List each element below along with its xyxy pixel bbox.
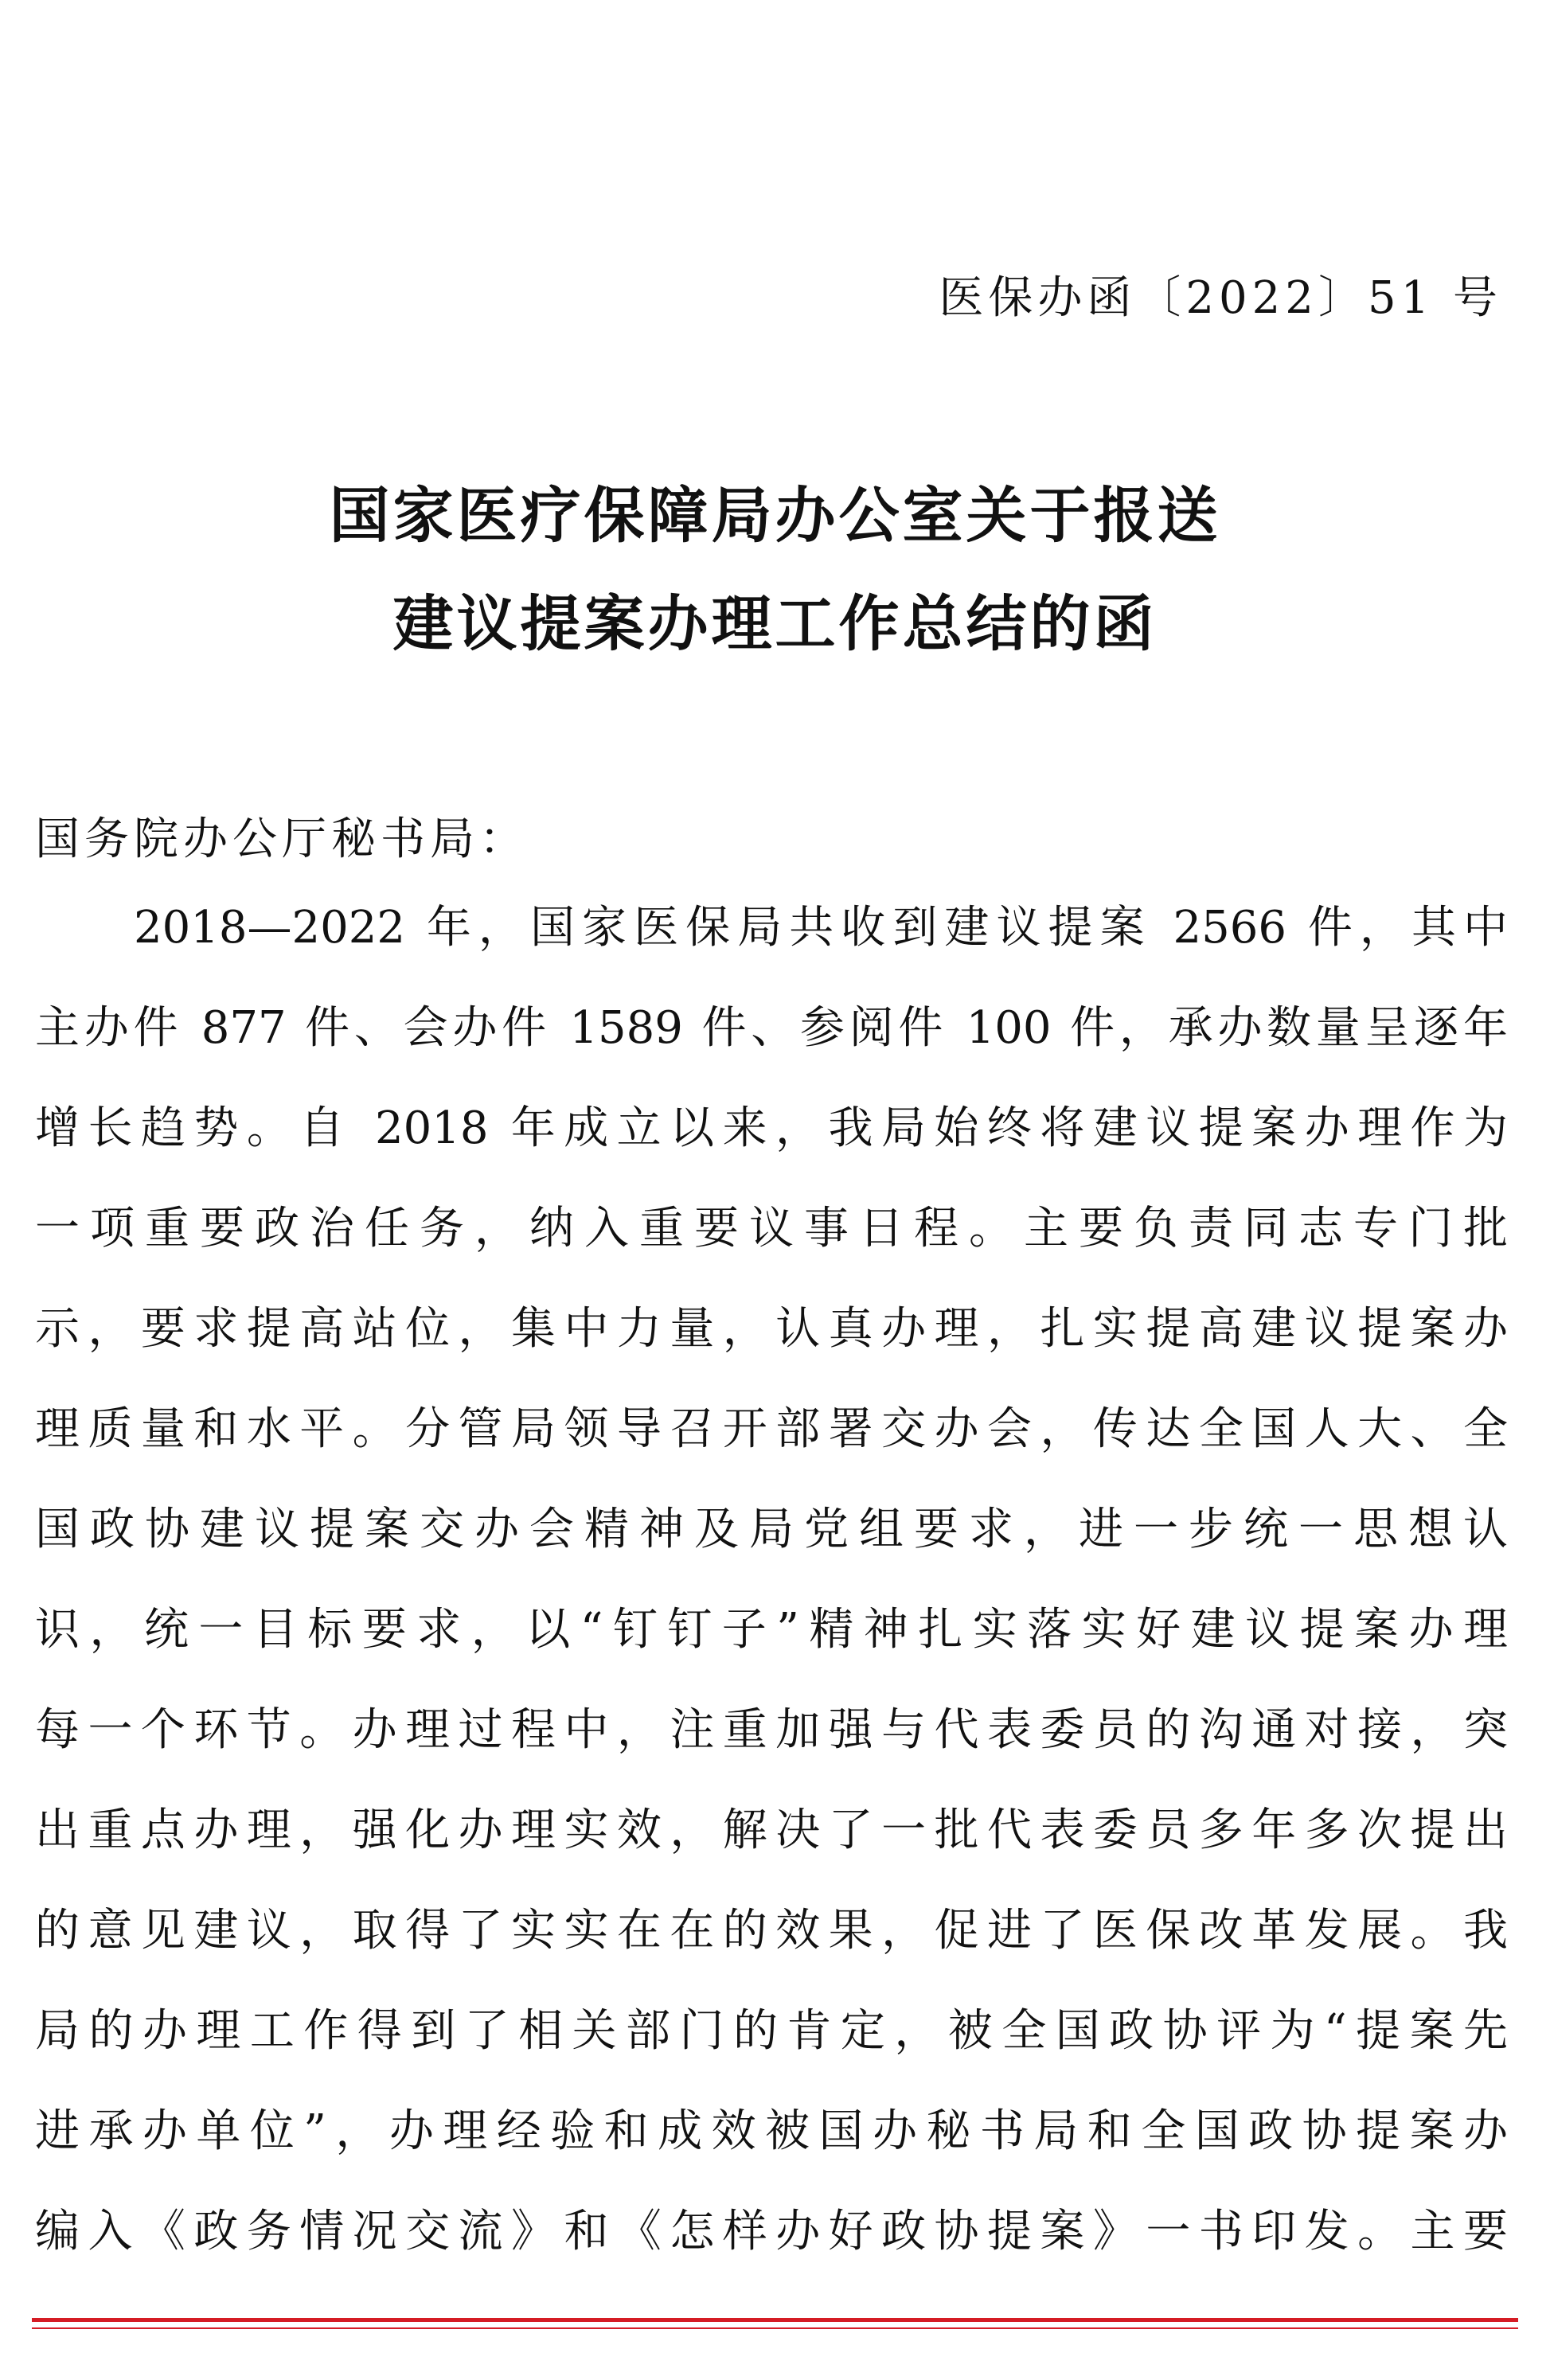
- body-line: 的意见建议，取得了实实在在的效果，促进了医保改革发展。我: [35, 1905, 1508, 1957]
- body-line: 主办件 877 件、会办件 1589 件、参阅件 100 件，承办数量呈逐年: [35, 1002, 1508, 1054]
- body-line: 示，要求提高站位，集中力量，认真办理，扎实提高建议提案办: [35, 1303, 1508, 1355]
- body-paragraph: [35, 894, 1508, 2298]
- body-line: 国政协建议提案交办会精神及局党组要求，进一步统一思想认: [35, 1504, 1508, 1555]
- document-title: [0, 462, 1550, 678]
- body-line: 编入《政务情况交流》和《怎样办好政协提案》一书印发。主要: [35, 2206, 1508, 2257]
- body-line: 2018—2022 年，国家医保局共收到建议提案 2566 件，其中: [134, 902, 1508, 954]
- footer-rule-thin: [32, 2327, 1518, 2329]
- document-number: 医保办函〔2022〕51 号: [939, 272, 1502, 324]
- body-line: 增长趋势。自 2018 年成立以来，我局始终将建议提案办理作为: [35, 1102, 1508, 1154]
- body-line: 理质量和水平。分管局领导召开部署交办会，传达全国人大、全: [35, 1403, 1508, 1455]
- body-line: 每一个环节。办理过程中，注重加强与代表委员的沟通对接，突: [35, 1704, 1508, 1756]
- body-line: 识，统一目标要求，以“钉钉子”精神扎实落实好建议提案办理: [35, 1604, 1508, 1656]
- body-line: 一项重要政治任务，纳入重要议事日程。主要负责同志专门批: [35, 1203, 1508, 1254]
- body-line: 出重点办理，强化办理实效，解决了一批代表委员多年多次提出: [35, 1805, 1508, 1856]
- title-line-1: 国家医疗保障局办公室关于报送: [329, 480, 1221, 551]
- body-line: 进承办单位”，办理经验和成效被国办秘书局和全国政协提案办: [35, 2105, 1508, 2157]
- footer-rule-thick: [32, 2318, 1518, 2322]
- recipient-salutation: 国务院办公厅秘书局：: [35, 813, 529, 865]
- title-line-2: 建议提案办理工作总结的函: [392, 588, 1158, 659]
- body-line: 局的办理工作得到了相关部门的肯定，被全国政协评为“提案先: [35, 2005, 1508, 2057]
